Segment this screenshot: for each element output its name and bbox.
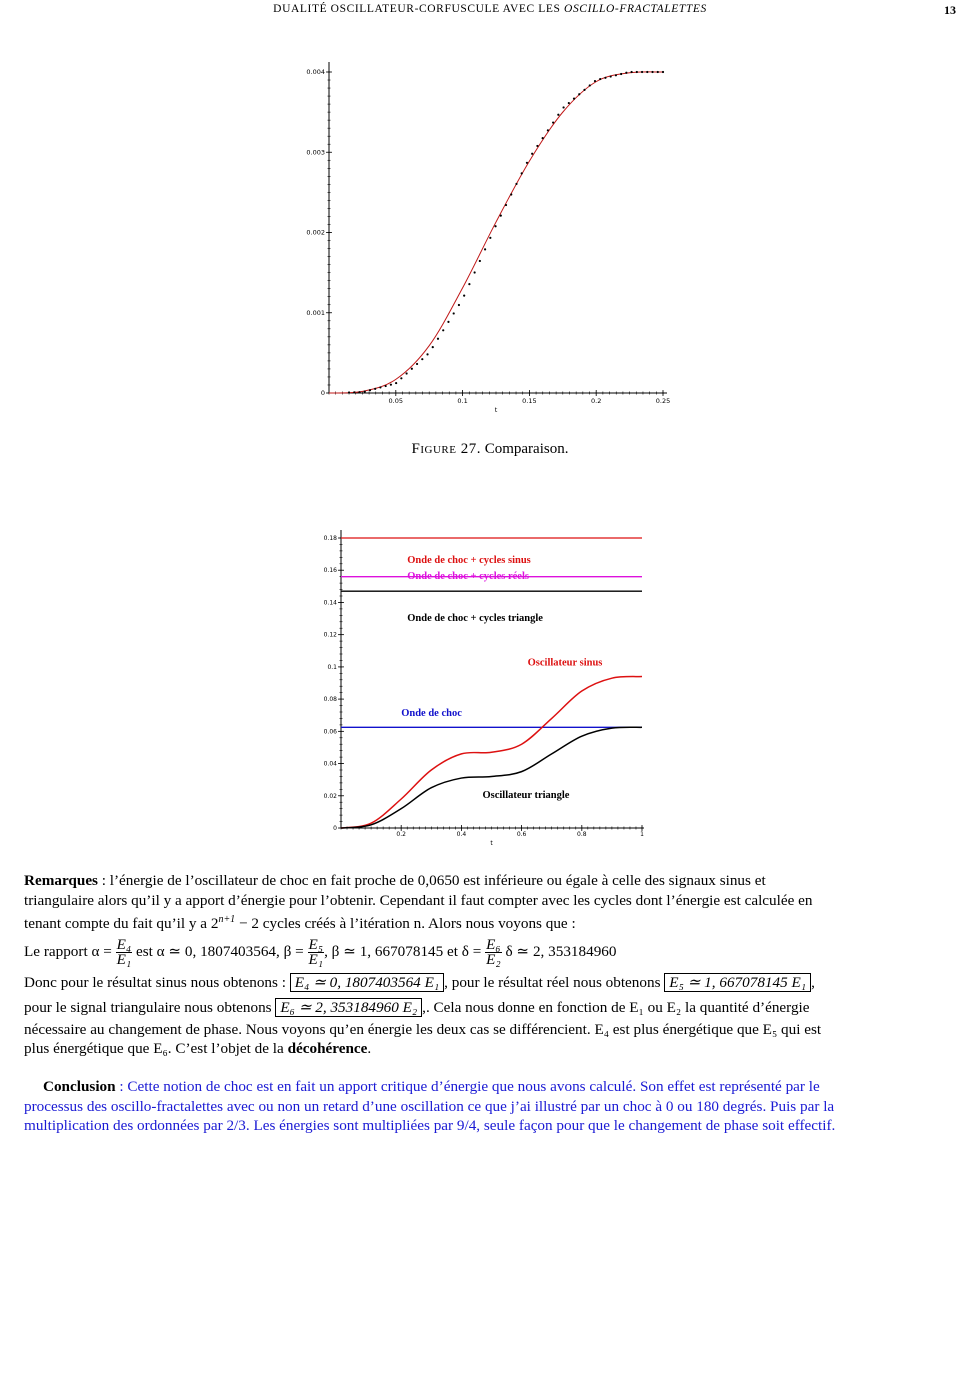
y-tick-label: 0.02 xyxy=(323,792,337,800)
conclusion-text-1: : Cette notion de choc est en fait un apport critique d’énergie que nous avons calculé. Son effet est représenté par le xyxy=(115,1078,820,1095)
x-tick-label: 0.2 xyxy=(591,397,602,405)
remarques-text-3b: − 2 cycles créés à l’itération n. Alors nous voyons que : xyxy=(235,915,576,933)
remarques-line-5 xyxy=(24,970,958,996)
y-tick-label: 0.04 xyxy=(323,760,337,768)
fraction-alpha-den: E₁ xyxy=(116,950,132,968)
x-tick-label: 0.8 xyxy=(577,831,587,838)
x-tick-label: 0.2 xyxy=(396,831,406,838)
remarques-heading: Remarques xyxy=(24,872,98,889)
page-number: 13 xyxy=(944,3,956,17)
x-tick-label: 0.05 xyxy=(388,397,404,405)
y-tick-label: 0.06 xyxy=(323,728,337,736)
exponent: n+1 xyxy=(218,914,236,925)
y-tick-label: 0.08 xyxy=(323,696,337,704)
fraction-alpha xyxy=(116,935,133,968)
remarques-line-4 xyxy=(24,936,958,968)
x-tick-label: 0.6 xyxy=(516,831,527,838)
header-title-prefix: DUALITÉ OSCILLATEUR-CORFUSCULE AVEC LES xyxy=(273,3,561,15)
x-tick-label: 0.1 xyxy=(457,397,468,405)
fraction-beta-num: E₅ xyxy=(308,935,324,953)
result-text-d: pour le signal triangulaire nous obtenons xyxy=(24,998,276,1016)
figure-27-text: Comparaison. xyxy=(484,441,569,457)
boxed-result-triangle: E₆ ≃ 2, 353184960 E₂ xyxy=(275,998,422,1017)
y-tick-label: 0 xyxy=(333,825,337,832)
curve-label: Oscillateur sinus xyxy=(527,657,603,669)
series-oscillateur-sinus-curve xyxy=(341,677,642,828)
y-tick-label: 0.003 xyxy=(306,148,325,157)
fraction-delta-den: E₂ xyxy=(486,950,501,968)
remarques-text-1: : l’énergie de l’oscillateur de choc en fait proche de 0,0650 est inférieure ou égale à celle des signaux sinus et xyxy=(97,872,766,889)
curve-label: Onde de choc xyxy=(401,708,462,720)
curve-label: Onde de choc + cycles triangle xyxy=(407,612,543,624)
remarques-line-8 xyxy=(24,1039,958,1059)
y-tick-label: 0.18 xyxy=(323,535,337,542)
fraction-alpha-num: E₄ xyxy=(116,935,132,953)
y-tick-label: 0.001 xyxy=(306,308,325,317)
conclusion-paragraph xyxy=(24,1077,958,1136)
fraction-delta xyxy=(485,935,502,968)
conclusion-line-1 xyxy=(24,1077,958,1097)
fraction-delta-num: E₆ xyxy=(486,935,501,953)
curve-label: Oscillateur triangle xyxy=(482,789,570,801)
conclusion-heading: Conclusion xyxy=(43,1078,116,1095)
remarques-line-2: triangulaire alors qu’il y a apport d’énergie pour l’obtenir. Cependant il faut compter avec les cycles dont l’énergie est calculée en xyxy=(24,891,813,909)
curve-label: Onde de choc + cycles sinus xyxy=(407,554,531,566)
conclusion-line-3: multiplication des ordonnées par 2/3. Les énergies sont multipliées par 9/4, seule façon pour que le changement de phase soit effectif. xyxy=(24,1117,836,1134)
conclusion-line-2: processus des oscillo-fractalettes avec ou non un retard d’une oscillation ce que j’ai illustré par un choc à 0 ou 180 degrés. Puis par la xyxy=(24,1097,835,1115)
remarques-text-8a: plus énergétique que E₆. C’est l’objet de la xyxy=(24,1040,288,1058)
result-text-e: ,. Cela nous donne en fonction de E₁ ou E₂ la quantité d’énergie xyxy=(422,998,810,1016)
x-tick-label: 0.4 xyxy=(456,831,467,838)
remarques-line-7: nécessaire au changement de phase. Nous voyons qu’en énergie les deux cas se différencient. E₄ est plus énergétique que E₅ qui est xyxy=(24,1020,822,1038)
y-tick-label: 0.1 xyxy=(327,663,337,671)
result-text-a: Donc pour le résultat sinus nous obtenons : xyxy=(24,973,290,991)
remarques-paragraph xyxy=(24,871,958,1059)
y-tick-label: 0.004 xyxy=(306,68,325,76)
x-axis-label: t xyxy=(490,840,493,847)
y-tick-label: 0.002 xyxy=(306,228,325,237)
ratio-text-a: Le rapport α = xyxy=(24,942,116,960)
x-axis-label: t xyxy=(494,406,498,414)
fraction-beta-den: E₁ xyxy=(308,950,324,968)
y-tick-label: 0.16 xyxy=(323,567,337,575)
figure-27-label: Figure 27. xyxy=(411,441,481,457)
remarques-line-3 xyxy=(24,910,958,934)
remarques-text-8b: . xyxy=(367,1040,372,1058)
result-text-c: , xyxy=(811,973,815,991)
y-tick-label: 0.14 xyxy=(323,599,337,607)
fraction-beta xyxy=(308,935,325,968)
y-tick-label: 0 xyxy=(320,389,325,397)
boxed-result-sinus: E₄ ≃ 0, 1807403564 E₁ xyxy=(290,973,444,992)
result-text-b: , pour le résultat réel nous obtenons xyxy=(444,973,665,991)
boxed-result-reel: E₅ ≃ 1, 667078145 E₁ xyxy=(664,973,811,992)
curve-label: Onde de choc + cycles réels xyxy=(407,571,529,583)
header-title-italic: OSCILLO-FRACTALETTES xyxy=(564,3,707,15)
ratio-text-b: est α ≃ 0, 1807403564, β = xyxy=(132,942,308,960)
ratio-text-c: , β ≃ 1, 667078145 et δ = xyxy=(324,942,486,960)
x-tick-label: 0.25 xyxy=(655,397,671,405)
y-tick-label: 0.12 xyxy=(323,631,337,639)
ratio-text-d: δ ≃ 2, 353184960 xyxy=(501,942,617,960)
x-tick-label: 0.15 xyxy=(522,397,537,405)
remarques-line-6 xyxy=(24,996,958,1020)
decoherence-term: décohérence xyxy=(287,1040,368,1058)
x-tick-label: 1 xyxy=(640,831,644,838)
remarques-line-1 xyxy=(24,871,958,891)
remarques-text-3a: tenant compte du fait qu’il y a 2 xyxy=(24,915,219,933)
